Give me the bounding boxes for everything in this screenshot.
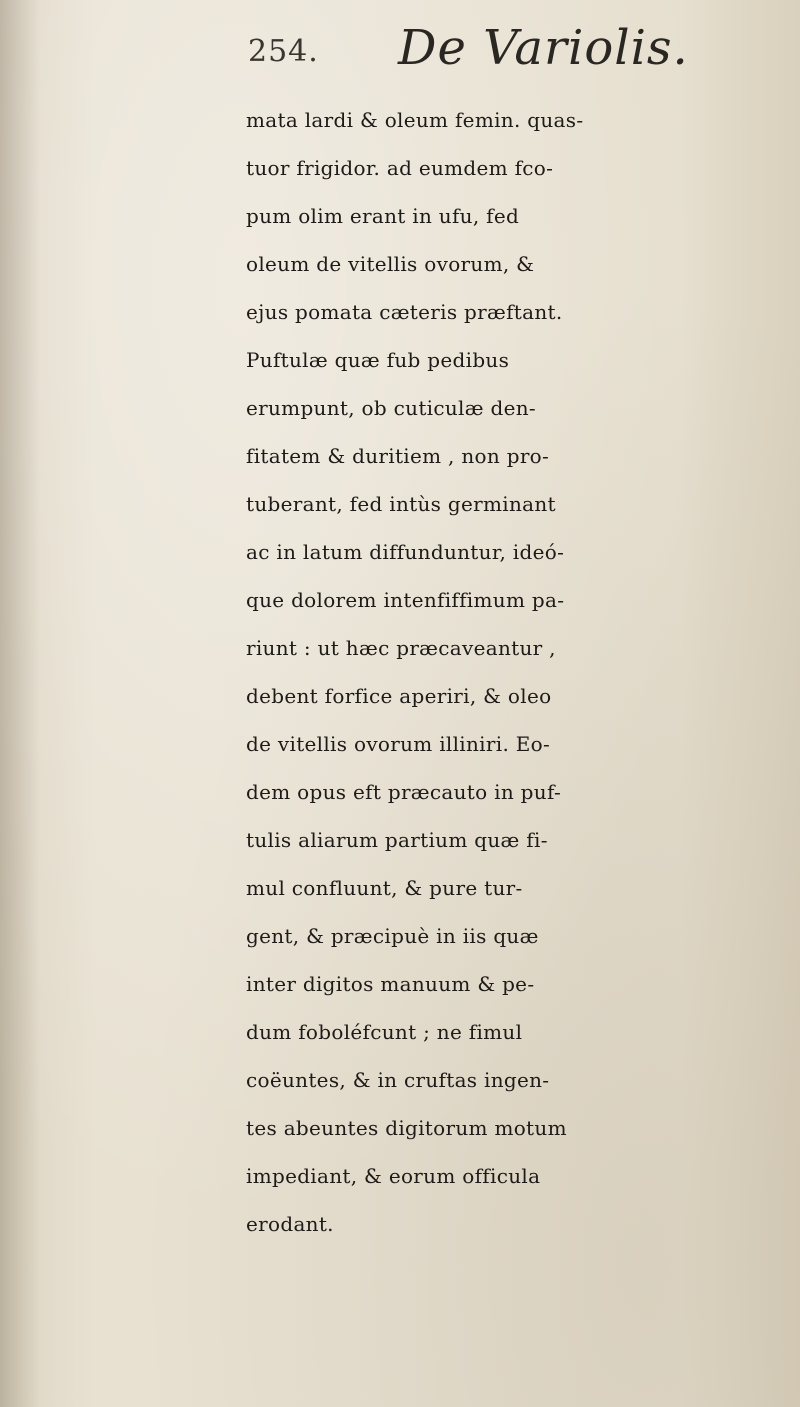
- text-line-21: coëuntes, & in cruftas ingen-: [246, 1068, 550, 1092]
- text-line-5: ejus pomata cæteris præftant.: [246, 300, 563, 324]
- text-line-11: que dolorem intenfiffimum pa-: [246, 588, 565, 612]
- text-line-23: impediant, & eorum officula: [246, 1164, 541, 1188]
- text-line-1: mata lardi & oleum femin. quas-: [246, 108, 584, 132]
- text-line-15: dem opus eft præcauto in puf-: [246, 780, 562, 804]
- text-line-16: tulis aliarum partium quæ fi-: [246, 828, 548, 852]
- text-line-7: erumpunt, ob cuticulæ den-: [246, 396, 536, 420]
- text-line-3: pum olim erant in ufu, fed: [246, 204, 520, 228]
- text-line-18: gent, & præcipuè in iis quæ: [246, 924, 539, 948]
- page-header: [248, 20, 748, 92]
- text-line-24: erodant.: [246, 1212, 334, 1236]
- text-line-17: mul confluunt, & pure tur-: [246, 876, 523, 900]
- text-line-14: de vitellis ovorum illiniri. Eo-: [246, 732, 551, 756]
- text-line-13: debent forfice aperiri, & oleo: [246, 684, 552, 708]
- text-line-12: riunt : ut hæc præcaveantur ,: [246, 636, 556, 660]
- text-line-6: Puftulæ quæ fub pedibus: [246, 348, 510, 372]
- running-title: De Variolis.: [398, 20, 689, 76]
- gutter-shadow: [0, 0, 40, 1407]
- page-number: 254.: [248, 34, 319, 69]
- text-line-10: ac in latum diffunduntur, ideó-: [246, 540, 565, 564]
- text-line-19: inter digitos manuum & pe-: [246, 972, 535, 996]
- text-line-22: tes abeuntes digitorum motum: [246, 1116, 567, 1140]
- text-line-2: tuor frigidor. ad eumdem fco-: [246, 156, 554, 180]
- text-line-4: oleum de vitellis ovorum, &: [246, 252, 535, 276]
- text-line-8: fitatem & duritiem , non pro-: [246, 444, 550, 468]
- text-line-9: tuberant, fed intùs germinant: [246, 492, 556, 516]
- text-line-20: dum foboléfcunt ; ne fimul: [246, 1020, 523, 1044]
- body-text: [246, 96, 800, 1248]
